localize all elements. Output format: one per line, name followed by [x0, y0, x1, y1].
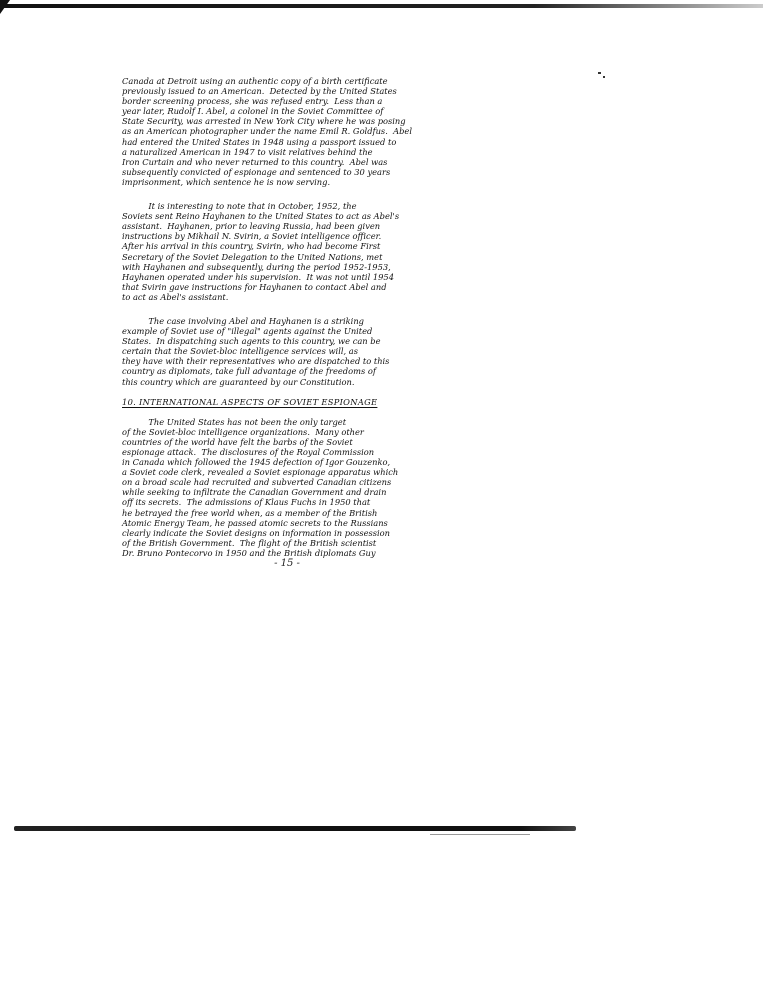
- bottom-scan-border: [14, 826, 576, 831]
- paragraph-2: [122, 201, 504, 302]
- text-line: he betrayed the free world when, as a member of the British: [122, 507, 378, 518]
- text-line: subsequently convicted of espionage and sentenced to 30 years: [122, 166, 391, 177]
- text-line: Iron Curtain and who never returned to this country. Abel was: [122, 156, 388, 167]
- text-line: example of Soviet use of "illegal" agents against the United: [122, 326, 373, 337]
- text-line: had entered the United States in 1948 using a passport issued to: [122, 136, 397, 147]
- text-line: Secretary of the Soviet Delegation to the United Nations, met: [122, 251, 383, 262]
- text-line: State Security, was arrested in New York City where he was posing: [122, 116, 406, 127]
- text-line: States. In dispatching such agents to this country, we can be: [122, 336, 381, 347]
- text-line: they have with their representatives who are dispatched to this: [122, 356, 390, 367]
- text-line: clearly indicate the Soviet designs on information in possession: [122, 527, 391, 538]
- text-line: Hayhanen operated under his supervision. It was not until 1954: [122, 271, 394, 282]
- text-line: instructions by Mikhail N. Svirin, a Soviet intelligence officer.: [122, 231, 382, 242]
- text-line: off its secrets. The admissions of Klaus Fuchs in 1950 that: [122, 497, 371, 508]
- text-line: countries of the world have felt the barbs of the Soviet: [122, 436, 353, 447]
- text-line: while seeking to infiltrate the Canadian Government and drain: [122, 487, 387, 498]
- text-line: After his arrival in this country, Svirin, who had become First: [122, 241, 381, 252]
- text-line: The United States has not been the only target: [122, 416, 347, 427]
- scan-speck: [598, 72, 601, 74]
- paragraph-4: [122, 417, 504, 558]
- text-line: year later, Rudolf I. Abel, a colonel in the Soviet Committee of: [122, 106, 384, 117]
- text-line: of the Soviet-bloc intelligence organizations. Many other: [122, 426, 364, 437]
- section-heading: 10. INTERNATIONAL ASPECTS OF SOVIET ESPIONAGE: [122, 396, 378, 407]
- top-scan-border: [0, 4, 763, 8]
- text-line: certain that the Soviet-bloc intelligence services will, as: [122, 346, 358, 357]
- text-line: with Hayhanen and subsequently, during the period 1952-1953,: [122, 261, 391, 272]
- text-line: The case involving Abel and Hayhanen is a striking: [122, 315, 364, 326]
- text-line: a Soviet code clerk, revealed a Soviet espionage apparatus which: [122, 467, 399, 478]
- page-number: - 15 -: [274, 558, 300, 569]
- text-line: a naturalized American in 1947 to visit relatives behind the: [122, 146, 373, 157]
- document-body: [122, 76, 504, 558]
- text-line: this country which are guaranteed by our Constitution.: [122, 376, 355, 387]
- text-line: to act as Abel's assistant.: [122, 291, 229, 302]
- text-line: espionage attack. The disclosures of the Royal Commission: [122, 447, 375, 457]
- text-line: country as diplomats, take full advantage of the freedoms of: [122, 366, 376, 377]
- text-line: Atomic Energy Team, he passed atomic secrets to the Russians: [122, 517, 388, 528]
- text-line: that Svirin gave instructions for Hayhanen to contact Abel and: [122, 281, 387, 292]
- scan-speck: [603, 76, 605, 78]
- text-line: Canada at Detroit using an authentic copy of a birth certificate: [122, 76, 388, 86]
- paragraph-3: [122, 316, 504, 387]
- text-line: of the British Government. The flight of the British scientist: [122, 537, 377, 548]
- text-line: assistant. Hayhanen, prior to leaving Russia, had been given: [122, 221, 381, 232]
- text-line: previously issued to an American. Detected by the United States: [122, 86, 397, 97]
- bottom-scan-line: [430, 834, 530, 835]
- text-line: imprisonment, which sentence he is now serving.: [122, 176, 331, 187]
- text-line: Soviets sent Reino Hayhanen to the United States to act as Abel's: [122, 211, 400, 222]
- text-line: It is interesting to note that in October, 1952, the: [122, 201, 357, 212]
- text-line: as an American photographer under the name Emil R. Goldfus. Abel: [122, 126, 412, 137]
- text-line: on a broad scale had recruited and subverted Canadian citizens: [122, 477, 392, 488]
- text-line: in Canada which followed the 1945 defection of Igor Gouzenko,: [122, 457, 391, 468]
- text-line: border screening process, she was refused entry. Less than a: [122, 96, 383, 107]
- text-line: Dr. Bruno Pontecorvo in 1950 and the British diplomats Guy: [122, 547, 376, 558]
- paragraph-1: [122, 76, 504, 187]
